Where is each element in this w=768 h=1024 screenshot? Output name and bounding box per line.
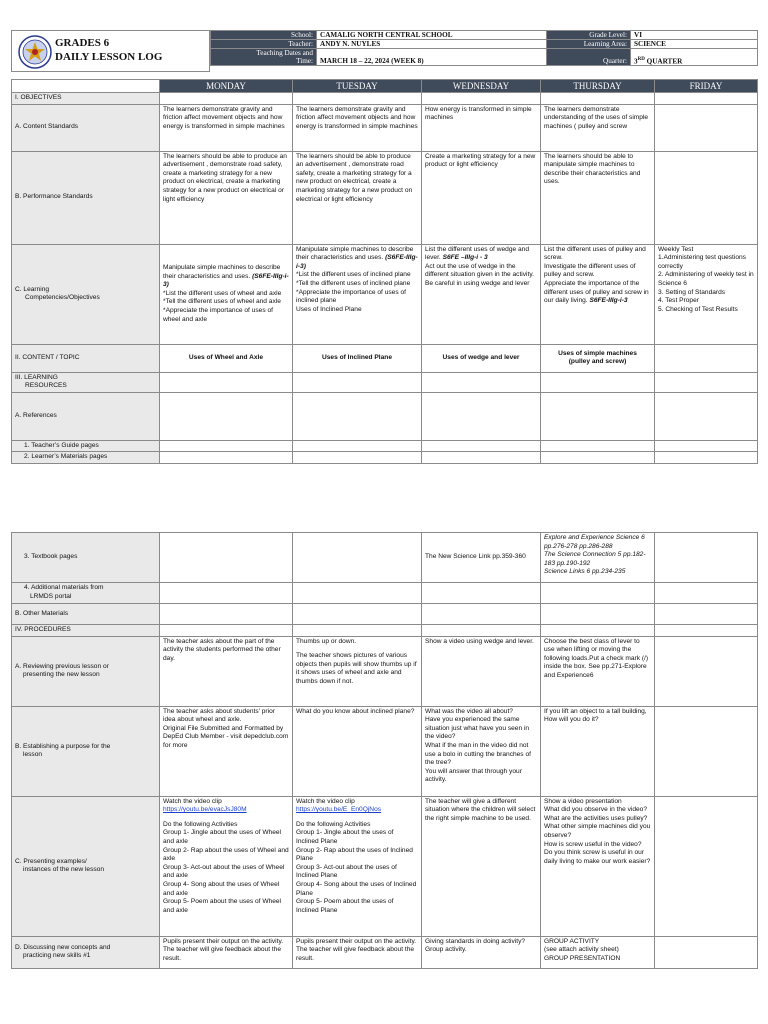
review-tue-line2: The teacher shows pictures of various objects then pupils will show thumbs up if it shows uses of wheel and axle and thumbs down if not. xyxy=(296,652,417,685)
purpose-mon-line1: The teacher asks about students' prior idea about wheel and axle. xyxy=(163,707,275,724)
day-tuesday: TUESDAY xyxy=(293,80,422,93)
video-link-tue[interactable]: https://youtu.be/E_En0QjNos xyxy=(296,806,382,814)
cell-content-mon: The learners demonstrate gravity and friction affect movement objects and how energy is transformed in simple machines xyxy=(160,104,293,151)
day-thursday: THURSDAY xyxy=(541,80,655,93)
row-label-other-materials: B. Other Materials xyxy=(12,604,160,625)
title-daily-lesson-log: DAILY LESSON LOG xyxy=(55,51,163,63)
section-procedures: IV. PROCEDURES xyxy=(12,625,160,637)
row-label-teachers-guide: 1. Teacher’s Guide pages xyxy=(12,440,160,452)
row-label-performance-standards: B. Performance Standards xyxy=(12,151,160,244)
dates-label-line2: Time: xyxy=(296,57,313,65)
presenting-label-line2: instances of the new lesson xyxy=(23,866,105,874)
present-tue-group3: Group 3- Act-out about the uses of Inclined Plane xyxy=(296,863,397,880)
grade-value: VI xyxy=(631,31,758,40)
row-label-competencies xyxy=(12,244,160,344)
teacher-label: Teacher: xyxy=(211,40,317,49)
purpose-mon-line2: Original File Submitted and Formatted by DepEd Club Member - visit depedclub.com for more xyxy=(163,724,289,749)
cell-purpose-tue: What do you know about inclined plane? xyxy=(293,706,422,796)
comp-fri-line3: 2. Administering of weekly test in Science 6 xyxy=(658,271,754,287)
cell-comp-mon xyxy=(160,244,293,344)
day-friday: FRIDAY xyxy=(655,80,758,93)
row-label-content-topic: II. CONTENT / TOPIC xyxy=(12,344,160,372)
comp-thu-code: S6FE-IIIg-i-3 xyxy=(589,297,628,305)
day-wednesday: WEDNESDAY xyxy=(422,80,541,93)
comp-mon-text: Manipulate simple machines to describe their characteristics and uses. xyxy=(163,264,281,280)
quarter-text: QUARTER xyxy=(644,57,683,65)
present-thu-line3: What are the activities uses pulley? xyxy=(544,814,648,822)
header-info-table xyxy=(210,30,758,66)
cell-discuss-tue: Pupils present their output on the activity. The teacher will give feedback about the result. xyxy=(293,936,422,968)
topic-thu-line2: (pulley and screw) xyxy=(568,358,627,366)
comp-mon-code: (S6FE-IIIg-i-3) xyxy=(163,272,289,289)
learning-resources-line1: III. LEARNING xyxy=(15,373,58,381)
row-label-presenting xyxy=(12,796,160,936)
comp-tue-code: (S6FE-IIIg-i-3) xyxy=(296,254,418,270)
comp-thu-line1: List the different uses of pulley and screw. xyxy=(544,245,646,262)
cell-review-thu: Choose the best class of lever to use when lifting or moving the following loads.Put a check mark (/) inside the box. See pp.271-Explore and Experience6 xyxy=(541,636,655,706)
textbook-thu-line3: Science Links 6 pp.234-235 xyxy=(544,568,626,576)
cell-discuss-mon: Pupils present their output on the activity. The teacher will give feedback about the result. xyxy=(160,936,293,968)
purpose-wed-line1: What was the video all about? xyxy=(425,707,513,715)
present-tue-group2: Group 2- Rap about the uses of Inclined Plane xyxy=(296,846,413,863)
comp-wed-line3: Be careful in using wedge and lever xyxy=(425,279,530,287)
teacher-value: ANDY N. NUYLES xyxy=(317,40,547,49)
cell-topic-tue: Uses of Inclined Plane xyxy=(293,344,422,372)
textbook-thu-line1: Explore and Experience Science 6 pp.276-278 pp.286-288 xyxy=(544,534,645,550)
comp-tue-line4: *Appreciate the importance of uses of inclined plane xyxy=(296,288,406,305)
comp-tue-line2: *List the different uses of inclined plane xyxy=(296,271,411,279)
cell-present-wed: The teacher will give a different situation where the children will select the right simple machine to be used. xyxy=(422,796,541,936)
present-mon-line2: Do the following Activities xyxy=(163,820,238,828)
row-label-learners-materials: 2. Learner’s Materials pages xyxy=(12,452,160,464)
comp-wed-text: List the different uses of wedge and lever. xyxy=(425,245,529,262)
present-mon-group3: Group 3- Act-out about the uses of Wheel and axle xyxy=(163,863,285,880)
cell-review-wed: Show a video using wedge and lever. xyxy=(422,636,541,706)
cell-topic-thu xyxy=(541,344,655,372)
cell-perf-tue: The learners should be able to produce an advertisement , demonstrate road safety, create a marketing strategy for a new product on electrical, create a marketing strategy for a new product on electrical or light efficiency xyxy=(293,151,422,244)
present-thu-line2: What did you observe in the video? xyxy=(544,806,647,814)
present-thu-line5: How is screw useful in the video? xyxy=(544,840,642,848)
discuss-wed-line1: Giving standards in doing activity? xyxy=(425,937,526,945)
cell-purpose-thu: If you lift an object to a tall building, How will you do it? xyxy=(541,706,655,796)
discuss-wed-line2: Group activity. xyxy=(425,946,467,954)
cell-content-fri xyxy=(655,104,758,151)
cell-perf-mon: The learners should be able to produce an advertisement , demonstrate road safety, create a marketing strategy for a new product on electrical, create a marketing strategy for a new product on electrical or light efficiency xyxy=(160,151,293,244)
section-objectives: I. OBJECTIVES xyxy=(12,93,160,105)
cell-discuss-wed xyxy=(422,936,541,968)
reviewing-label-line2: presenting the new lesson xyxy=(23,671,100,679)
competencies-label-line2: Competencies/Objectives xyxy=(25,294,100,302)
comp-thu-line2: Investigate the different uses of pulley and screw. xyxy=(544,262,636,279)
row-label-purpose xyxy=(12,706,160,796)
cell-comp-thu xyxy=(541,244,655,344)
cell-comp-tue xyxy=(293,244,422,344)
row-label-additional-materials xyxy=(12,583,160,604)
row-label-textbook: 3. Textbook pages xyxy=(12,533,160,583)
area-value: SCIENCE xyxy=(631,40,758,49)
cell-comp-wed xyxy=(422,244,541,344)
row-label-reviewing xyxy=(12,636,160,706)
present-tue-group1: Group 1- Jingle about the uses of Inclined Plane xyxy=(296,829,394,845)
comp-fri-line5: 4. Test Proper xyxy=(658,297,699,305)
deped-seal-icon xyxy=(18,35,52,69)
title-grade: GRADES 6 xyxy=(55,37,110,49)
present-thu-line6: Do you think screw is useful in our daily living to make our work easier? xyxy=(544,849,651,865)
cell-present-tue xyxy=(293,796,422,936)
comp-tue-line3: *Tell the different uses of inclined plane xyxy=(296,279,411,287)
dates-label xyxy=(211,49,317,66)
cell-perf-fri xyxy=(655,151,758,244)
purpose-wed-line3: What if the man in the video did not use a bolo in cutting the branches of the tree? xyxy=(425,741,531,767)
comp-fri-line4: 3. Setting of Standards xyxy=(658,288,726,296)
textbook-thu-line2: The Science Connection 5 pp.182-183 pp.190-192 xyxy=(544,551,646,567)
corner-cell xyxy=(12,80,160,93)
present-thu-line1: Show a video presentation xyxy=(544,797,622,805)
comp-fri-line1: Weekly Test xyxy=(658,245,694,253)
grade-label: Grade Level: xyxy=(547,31,631,40)
quarter-value xyxy=(631,49,758,66)
present-tue-line1: Watch the video clip xyxy=(296,797,355,805)
comp-mon-line4: *Appreciate the importance of uses of wheel and axle xyxy=(163,306,273,323)
row-label-discussing xyxy=(12,936,160,968)
cell-topic-mon: Uses of Wheel and Axle xyxy=(160,344,293,372)
topic-thu-line1: Uses of simple machines xyxy=(558,349,637,357)
header-title-box xyxy=(11,30,210,72)
purpose-label-line1: B. Establishing a purpose for the xyxy=(15,742,111,750)
present-mon-line1: Watch the video clip xyxy=(163,797,222,805)
discuss-thu-line3: GROUP PRESENTATION xyxy=(544,954,621,962)
presenting-label-line1: C. Presenting examples/ xyxy=(15,857,87,865)
review-tue-line1: Thumbs up or down. xyxy=(296,637,357,645)
comp-thu-line3: Appreciate the importance of the different uses of pulley and screw in our daily living. xyxy=(544,279,649,305)
discuss-thu-line1: GROUP ACTIVITY xyxy=(544,937,600,945)
cell-topic-wed: Uses of wedge and lever xyxy=(422,344,541,372)
cell-content-tue: The learners demonstrate gravity and friction affect movement objects and how energy is transformed in simple machines xyxy=(293,104,422,151)
cell-textbook-wed: The New Science Link pp.359-360 xyxy=(422,533,541,583)
comp-tue-text: Manipulate simple machines to describe their characteristics and uses. xyxy=(296,245,414,262)
comp-mon-line3: *Tell the different uses of wheel and axle xyxy=(163,298,281,306)
cell-textbook-thu xyxy=(541,533,655,583)
quarter-number: 3 xyxy=(634,57,638,65)
present-thu-line4: What other simple machines did you observe? xyxy=(544,823,651,839)
cell-comp-fri xyxy=(655,244,758,344)
reviewing-label-line1: A. Reviewing previous lesson or xyxy=(15,662,109,670)
cell-discuss-thu xyxy=(541,936,655,968)
cell-purpose-wed xyxy=(422,706,541,796)
comp-wed-code: S6FE –IIIg-i - 3 xyxy=(442,254,488,262)
additional-line2: LRMDS portal xyxy=(30,593,72,600)
school-value: CAMALIG NORTH CENTRAL SCHOOL xyxy=(317,31,547,40)
dates-value: MARCH 18 – 22, 2024 (WEEK 8) xyxy=(317,49,547,66)
row-label-learning-resources xyxy=(12,372,160,392)
present-mon-group1: Group 1- Jingle about the uses of Wheel and axle xyxy=(163,829,282,845)
additional-line1: 4. Additional materials from xyxy=(24,584,104,592)
learning-resources-line2: RESOURCES xyxy=(25,382,67,390)
comp-mon-line2: *List the different uses of wheel and axle xyxy=(163,289,282,297)
purpose-wed-line4: You will answer that through your activity. xyxy=(425,767,522,784)
dates-label-line1: Teaching Dates and xyxy=(256,49,313,57)
cell-review-tue xyxy=(293,636,422,706)
quarter-suffix: RD xyxy=(637,56,645,62)
comp-fri-line6: 5. Checking of Test Results xyxy=(658,305,738,313)
cell-content-wed: How energy is transformed in simple machines xyxy=(422,104,541,151)
present-tue-line2: Do the following Activities xyxy=(296,820,371,828)
day-monday: MONDAY xyxy=(160,80,293,93)
cell-present-mon xyxy=(160,796,293,936)
cell-review-mon: The teacher asks about the part of the activity the students performed the other day. xyxy=(160,636,293,706)
present-tue-group4: Group 4- Song about the uses of Inclined Plane xyxy=(296,880,417,897)
purpose-label-line2: lesson xyxy=(23,751,43,759)
discuss-thu-line2: (see attach activity sheet) xyxy=(544,946,619,954)
purpose-wed-line2: Have you experienced the same situation just what have you seen in the video? xyxy=(425,716,530,741)
present-mon-group4: Group 4- Song about the uses of Wheel and axle xyxy=(163,880,280,897)
discussing-label-line1: D. Discussing new concepts and xyxy=(15,943,111,951)
row-label-references: A. References xyxy=(12,392,160,440)
present-mon-group2: Group 2- Rap about the uses of Wheel and axle xyxy=(163,846,289,863)
row-label-content-standards: A. Content Standards xyxy=(12,104,160,151)
cell-present-thu xyxy=(541,796,655,936)
lesson-table-page1 xyxy=(11,79,758,464)
comp-wed-line2: Act out the use of wedge in the different situation given in the activity. xyxy=(425,262,534,279)
lesson-table-page2 xyxy=(11,532,758,969)
school-label: School: xyxy=(211,31,317,40)
video-link-mon[interactable]: https://youtu.be/evacJsJ80M xyxy=(163,806,247,814)
cell-perf-wed: Create a marketing strategy for a new product or light efficiency xyxy=(422,151,541,244)
area-label: Learning Area: xyxy=(547,40,631,49)
discussing-label-line2: practicing new skills #1 xyxy=(23,952,91,960)
cell-purpose-mon xyxy=(160,706,293,796)
cell-perf-thu: The learners should be able to manipulate simple machines to describe their characteristics and uses. xyxy=(541,151,655,244)
comp-tue-line5: Uses of Inclined Plane xyxy=(296,305,362,313)
quarter-label: Quarter: xyxy=(547,49,631,66)
comp-fri-line2: 1.Administering test questions correctly xyxy=(658,254,746,270)
present-mon-group5: Group 5- Poem about the uses of Wheel and axle xyxy=(163,898,282,914)
present-tue-group5: Group 5- Poem about the uses of Inclined Plane xyxy=(296,898,394,914)
competencies-label-line1: C. Learning xyxy=(15,285,50,293)
cell-content-thu: The learners demonstrate understanding of the uses of simple machines ( pulley and screw xyxy=(541,104,655,151)
